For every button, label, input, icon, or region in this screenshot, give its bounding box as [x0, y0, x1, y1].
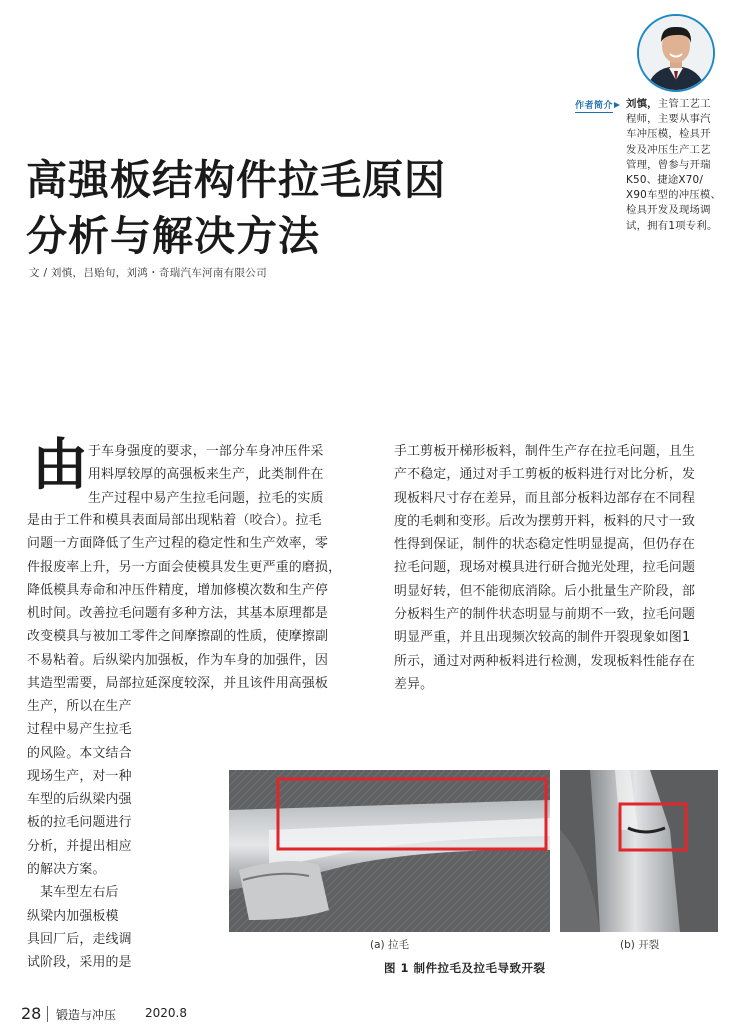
magazine-name: 锻造与冲压 [56, 1008, 117, 1022]
author-portrait [637, 14, 715, 92]
author-bio: 刘慎，主管工艺工 程师，主要从事汽 车冲压模，检具开 发及冲压生产工艺 管理，曾参与开瑞 K50、捷途X70/ X90车型的冲压模、 检具开发及现场调 试，拥有1项专利。 [626, 98, 722, 232]
article-byline: 文 / 刘慎，吕贻旬，刘鸿・奇瑞汽车河南有限公司 [29, 267, 267, 279]
issue-number: 2020.8 [145, 1006, 187, 1020]
footer-divider [47, 1006, 48, 1022]
figure-title: 图 1 制件拉毛及拉毛导致开裂 [384, 961, 546, 975]
figure-photo-crack [560, 770, 718, 932]
page-number: 28 [21, 1004, 42, 1023]
figure-caption-b: (b) 开裂 [620, 939, 660, 951]
body-col2: 手工剪板开梯形板料，制件生产存在拉毛问题，且生 产不稳定，通过对手工剪板的板料进行对比分析，发 现板料尺寸存在差异，而且部分板料边部存在不同程 度的毛刺和变形。后改为摆剪开料，板料的尺寸一致 性得到保证，制件的状态稳定性明显提高，但仍存在 拉毛问题，现场对模具进行研合抛光处理，拉毛问题 明显好转，但不能彻底消除。后小批量生产阶段，部 分板料生产的制件状态明显与前期不一致，拉毛问题 明显严重，并且出现频次较高的制件开裂现象如图1 所示，通过对两种板料进行检测，发现板料性能存在 差异。 [394, 444, 696, 692]
article-title: 高强板结构件拉毛原因 分析与解决方法 [26, 156, 446, 260]
figure-caption-a: (a) 拉毛 [370, 939, 409, 951]
body-col1-top: 于车身强度的要求，一部分车身冲压件采 用料厚较厚的高强板来生产，此类制件在 生产过程中易产生拉毛问题，拉毛的实质 [88, 444, 324, 506]
author-name: 刘慎， [626, 98, 658, 110]
figure-photo-scratch [229, 770, 550, 932]
author-intro-tag: 作者简介 [575, 98, 613, 113]
body-col1-narrow: 生产，所以在生产 过程中易产生拉毛 的风险。本文结合 现场生产，对一种 车型的后纵梁内强 板的拉毛问题进行 分析，并提出相应 的解决方案。 某车型左右后 纵梁内加强板模 具回厂后，走线调 试阶段，采用的是 [27, 699, 132, 971]
body-col1-mid: 是由于工件和模具表面局部出现粘着（咬合）。拉毛 问题一方面降低了生产过程的稳定性和生产效率，零 件报废率上升，另一方面会使模具发生更严重的磨损， 降低模具寿命和冲压件精度，增加修模次数和生产停 机时间。改善拉毛问题有多种方法，其基本原理都是 改变模具与被加工零件之间摩擦副的性质，使摩擦副 不易粘着。后纵梁内加强板，作为车身的加强件，因 其造型需要，局部拉延深度较深，并且该件用高强板 [27, 513, 342, 692]
drop-cap: 由 [32, 433, 88, 498]
